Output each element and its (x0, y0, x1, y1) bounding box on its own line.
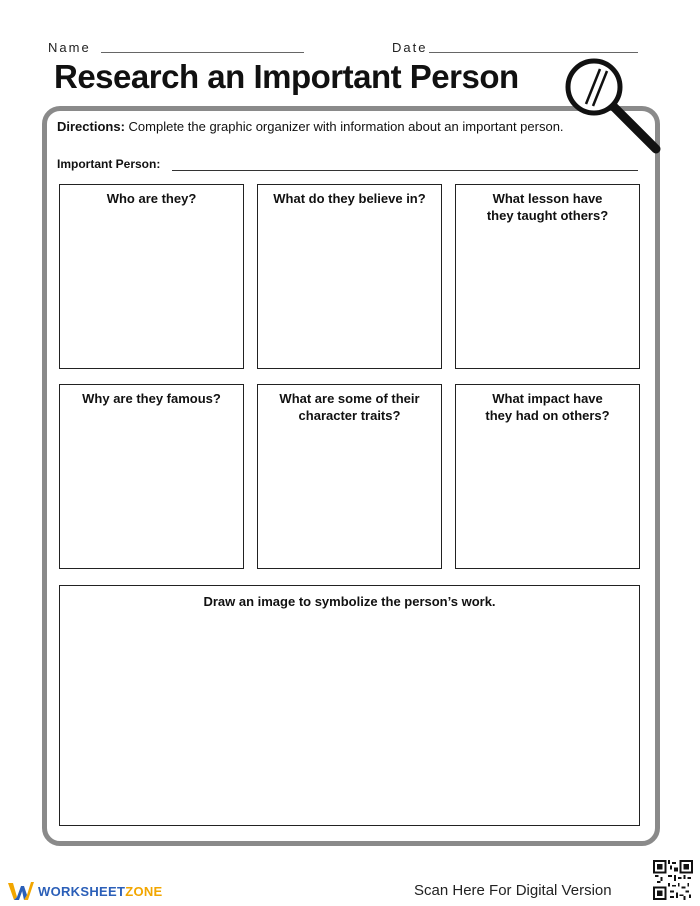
date-label: Date (392, 40, 428, 55)
box-question: What are some of their character traits? (279, 391, 420, 423)
directions-text: Complete the graphic organizer with information about an important person. (124, 119, 564, 134)
worksheet-zone-logo[interactable] (8, 880, 163, 902)
box-character-traits[interactable] (257, 384, 442, 569)
box-who-are-they[interactable] (59, 184, 244, 369)
box-question: What lesson have they taught others? (486, 191, 609, 223)
scan-text: Scan Here For Digital Version (414, 882, 612, 899)
name-label: Name (48, 40, 91, 55)
worksheet-zone-logo-icon (8, 880, 34, 902)
brand-name (38, 884, 163, 899)
directions-label: Directions: (57, 119, 125, 134)
box-question: Who are they? (106, 191, 197, 206)
brand-part1: WORKSHEET (38, 883, 126, 899)
box-question: What do they believe in? (273, 191, 426, 206)
box-famous[interactable] (59, 384, 244, 569)
box-beliefs[interactable] (257, 184, 442, 369)
important-person-label: Important Person: (57, 157, 161, 171)
brand-part2: ZONE (125, 883, 163, 899)
page-title: Research an Important Person (54, 58, 519, 95)
directions (57, 119, 564, 134)
box-lessons[interactable] (455, 184, 640, 369)
draw-image-box[interactable] (59, 585, 640, 826)
qr-code-icon[interactable] (653, 860, 693, 900)
important-person-line[interactable] (172, 170, 638, 171)
name-field (48, 40, 91, 55)
draw-box-prompt: Draw an image to symbolize the person’s work. (203, 594, 496, 609)
box-impact[interactable] (455, 384, 640, 569)
box-question: What impact have they had on others? (485, 391, 610, 423)
box-question: Why are they famous? (82, 391, 221, 406)
date-field (392, 40, 427, 55)
magnifying-glass-icon (560, 54, 664, 158)
